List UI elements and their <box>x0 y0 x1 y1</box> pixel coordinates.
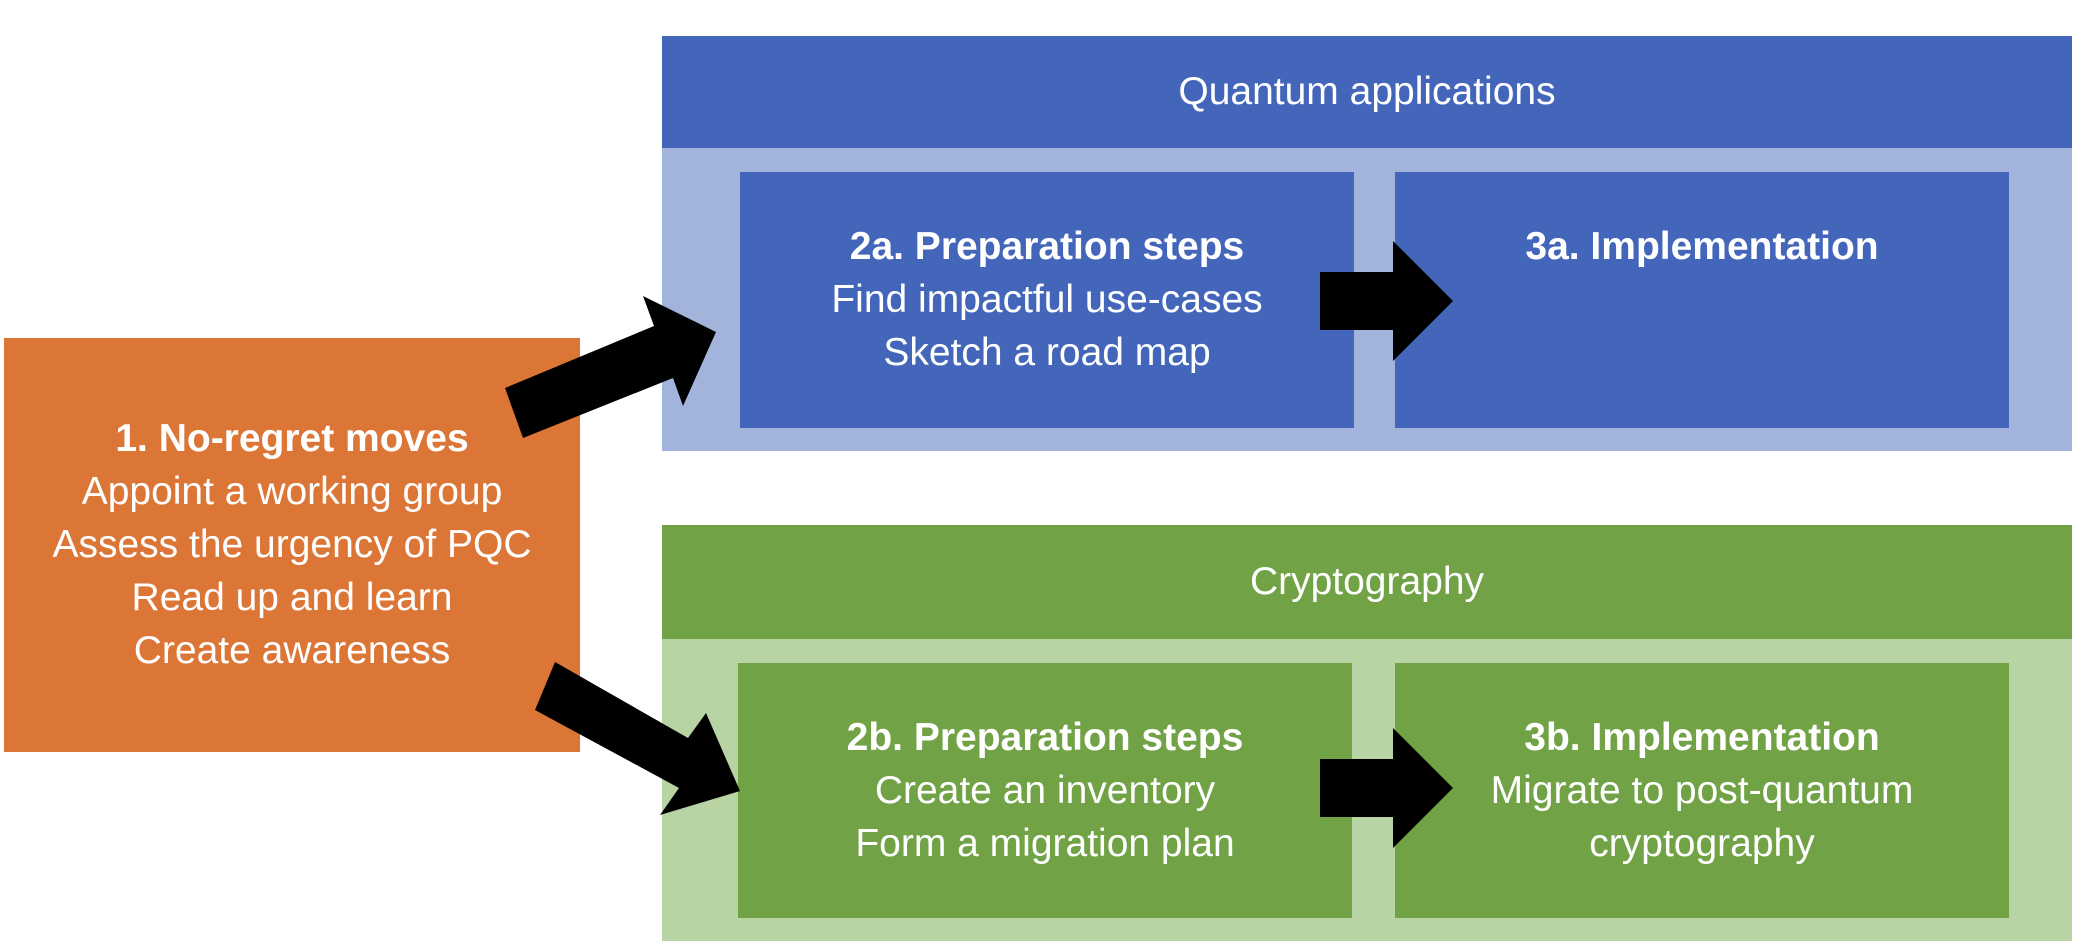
crypto-impl-heading: 3b. Implementation <box>1524 716 1880 759</box>
arrow-right-icon <box>1320 728 1453 848</box>
crypto-prep-heading: 2b. Preparation steps <box>846 716 1244 759</box>
quantum-impl-heading: 3a. Implementation <box>1525 225 1879 268</box>
arrow-right-icon <box>1320 241 1453 361</box>
quantum-title: Quantum applications <box>1178 70 1556 113</box>
crypto-impl-line: cryptography <box>1589 822 1815 865</box>
arrow-right-icon <box>505 296 716 438</box>
quantum-prep-line: Sketch a road map <box>883 331 1211 374</box>
quantum-prep-line: Find impactful use-cases <box>831 278 1263 321</box>
crypto-impl-line: Migrate to post-quantum <box>1490 769 1914 812</box>
crypto-prep-line: Form a migration plan <box>855 822 1235 865</box>
crypto-prep-line: Create an inventory <box>874 769 1216 812</box>
no-regret-heading: 1. No-regret moves <box>115 417 469 460</box>
quantum-prep-heading: 2a. Preparation steps <box>849 225 1245 268</box>
no-regret-line: Read up and learn <box>131 576 453 619</box>
no-regret-line: Assess the urgency of PQC <box>52 523 532 566</box>
no-regret-line: Appoint a working group <box>81 470 503 513</box>
crypto-title: Cryptography <box>1249 560 1485 603</box>
no-regret-line: Create awareness <box>133 629 451 672</box>
arrow-right-icon <box>535 662 740 815</box>
